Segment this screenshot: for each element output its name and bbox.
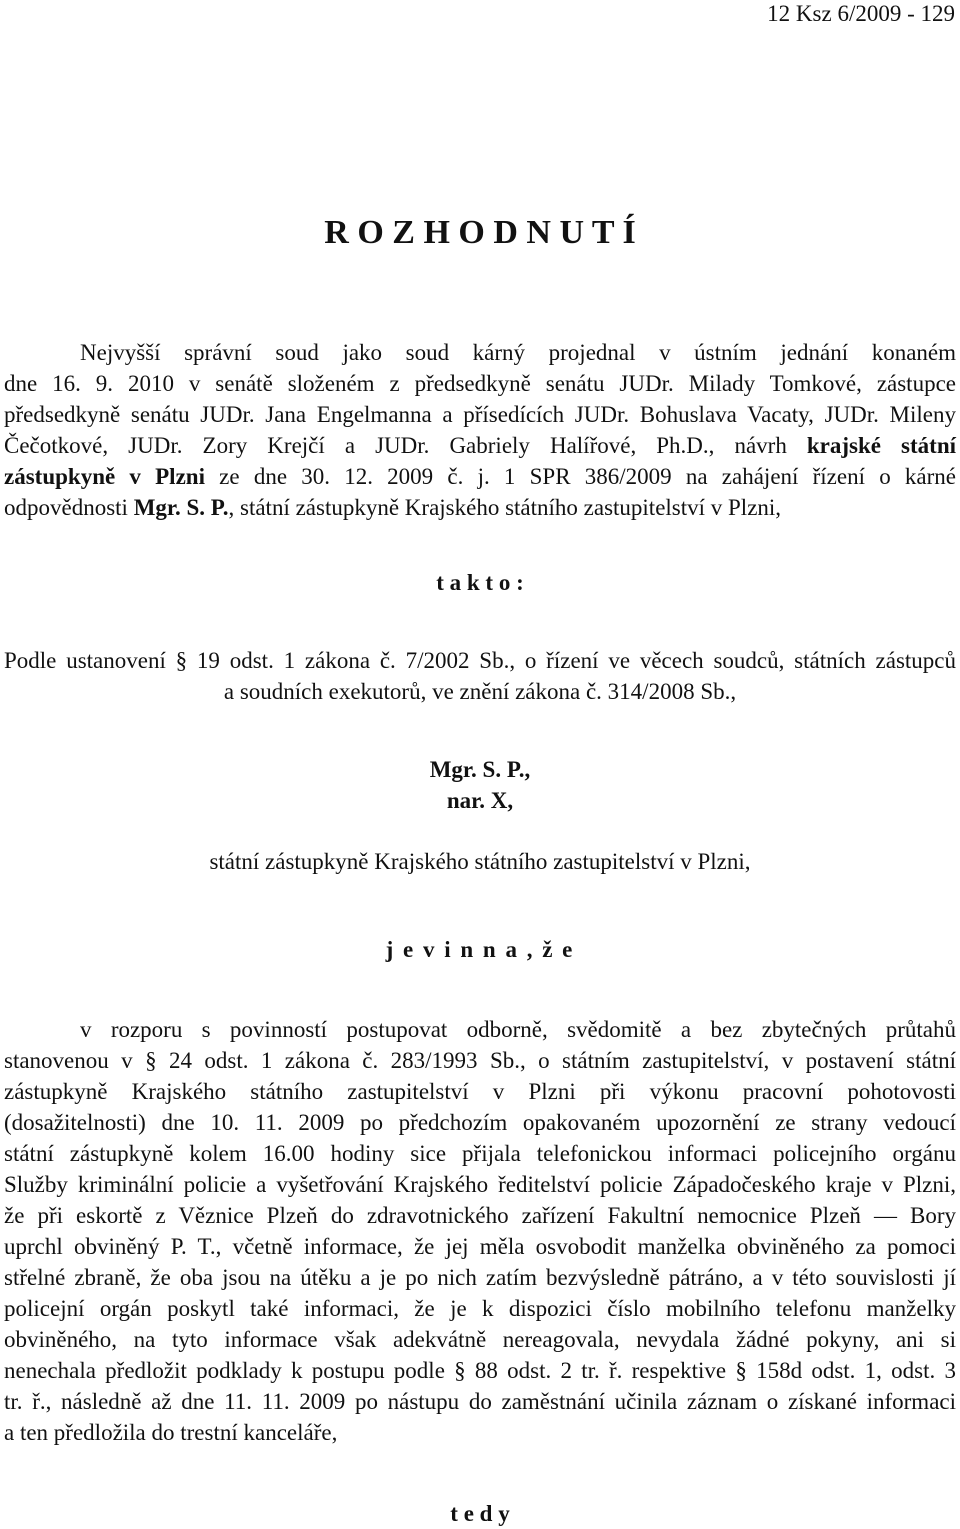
intro-text: předsedkyně senátu JUDr. Jana Engelmanna a přísedících JUDr. Bohuslava Vacaty, JUDr. Mileny [4, 402, 956, 427]
intro-line [4, 368, 956, 399]
intro-line [4, 399, 956, 430]
legal-basis-line: Podle ustanovení § 19 odst. 1 zákona č. 7/2002 Sb., o řízení ve věcech soudců, státních zástupců [4, 648, 956, 673]
intro-text: dne 16. 9. 2010 v senátě složeném z předsedkyně senátu JUDr. Milady Tomkové, zástupce [4, 371, 956, 396]
findings-line: nenechala předložit podklady k postupu podle § 88 odst. 2 tr. ř. respektive § 158d odst. 1, odst. 3 [4, 1358, 956, 1383]
intro-text: odpovědnosti [4, 495, 134, 520]
document-title: R O Z H O D N U T Í [324, 214, 636, 251]
findings-line: obviněného, na tyto informace však adekvátně nereagovala, nevydala žádné pokyny, ani si [4, 1327, 956, 1352]
findings-line: tr. ř., následně až dne 11. 11. 2009 po nástupu do zaměstnání učinila záznam o získané informaci [4, 1389, 956, 1414]
findings-line: v rozporu s povinností postupovat odborně, svědomitě a bez zbytečných průtahů [80, 1017, 956, 1042]
intro-line [4, 337, 956, 368]
findings-line: (dosažitelnosti) dne 10. 11. 2009 po předchozím opakovaném upozornění ze strany vedoucí [4, 1110, 956, 1135]
findings-line: uprchl obviněný P. T., včetně informace, že jej měla osvobodit manželka obviněného za pomoci [4, 1234, 956, 1259]
intro-text: , státní zástupkyně Krajského státního zastupitelství v Plzni, [228, 495, 782, 520]
findings-paragraph [4, 1014, 956, 1448]
findings-line: a ten předložila do trestní kanceláře, [4, 1420, 338, 1445]
prosecutor-office-bold: zástupkyně v Plzni [4, 464, 205, 489]
legal-basis-line: a soudních exekutorů, ve znění zákona č. 314/2008 Sb., [223, 679, 737, 704]
intro-line [4, 430, 956, 461]
intro-line [4, 492, 956, 523]
intro-text: Čečotkové, JUDr. Zory Krejčí a JUDr. Gabriely Halířové, Ph.D., návrh [4, 433, 807, 458]
accused-name-bold: Mgr. S. P. [133, 495, 229, 520]
accused-birth: nar. X, [446, 788, 514, 813]
intro-text: Nejvyšší správní soud jako soud kárný projednal v ústním jednání konaném [80, 340, 956, 365]
accused-name: Mgr. S. P., [429, 757, 531, 782]
findings-line: že při eskortě z Věznice Plzeň do zdravotnického zařízení Fakultní nemocnice Plzeň — Bory [4, 1203, 956, 1228]
accused-position: státní zástupkyně Krajského státního zastupitelství v Plzni, [209, 849, 751, 874]
findings-line: Služby kriminální policie a vyšetřování Krajského ředitelství policie Západočeského kraje v Plzni, [4, 1172, 956, 1197]
decision-heading: t a k t o : [436, 570, 524, 595]
legal-basis-paragraph [4, 645, 956, 707]
verdict-heading: j e v i n n a , ž e [385, 937, 575, 962]
findings-line: stanovenou v § 24 odst. 1 zákona č. 283/1993 Sb., o státním zastupitelství, v postavení státní [4, 1048, 956, 1073]
intro-text: ze dne 30. 12. 2009 č. j. 1 SPR 386/2009 na zahájení řízení o kárné [204, 464, 957, 489]
findings-line: policejní orgán poskytl také informaci, že je k dispozici číslo mobilního telefonu manželky [4, 1296, 956, 1321]
intro-paragraph [4, 337, 956, 523]
findings-line: střelné zbraně, že oba jsou na útěku a je po nich zatím bezvýsledně pátráno, a v této souvislosti jí [4, 1265, 956, 1290]
prosecutor-office-bold: krajské státní [806, 433, 957, 458]
closing-heading: t e d y [450, 1501, 510, 1526]
findings-line: zástupkyně Krajského státního zastupitelství v Plzni při výkonu pracovní pohotovosti [4, 1079, 956, 1104]
intro-line [4, 461, 956, 492]
findings-line: státní zástupkyně kolem 16.00 hodiny sice přijala telefonickou informaci policejního orgánu [4, 1141, 956, 1166]
accused-block [4, 754, 956, 816]
case-number: 12 Ksz 6/2009 - 129 [767, 1, 955, 26]
